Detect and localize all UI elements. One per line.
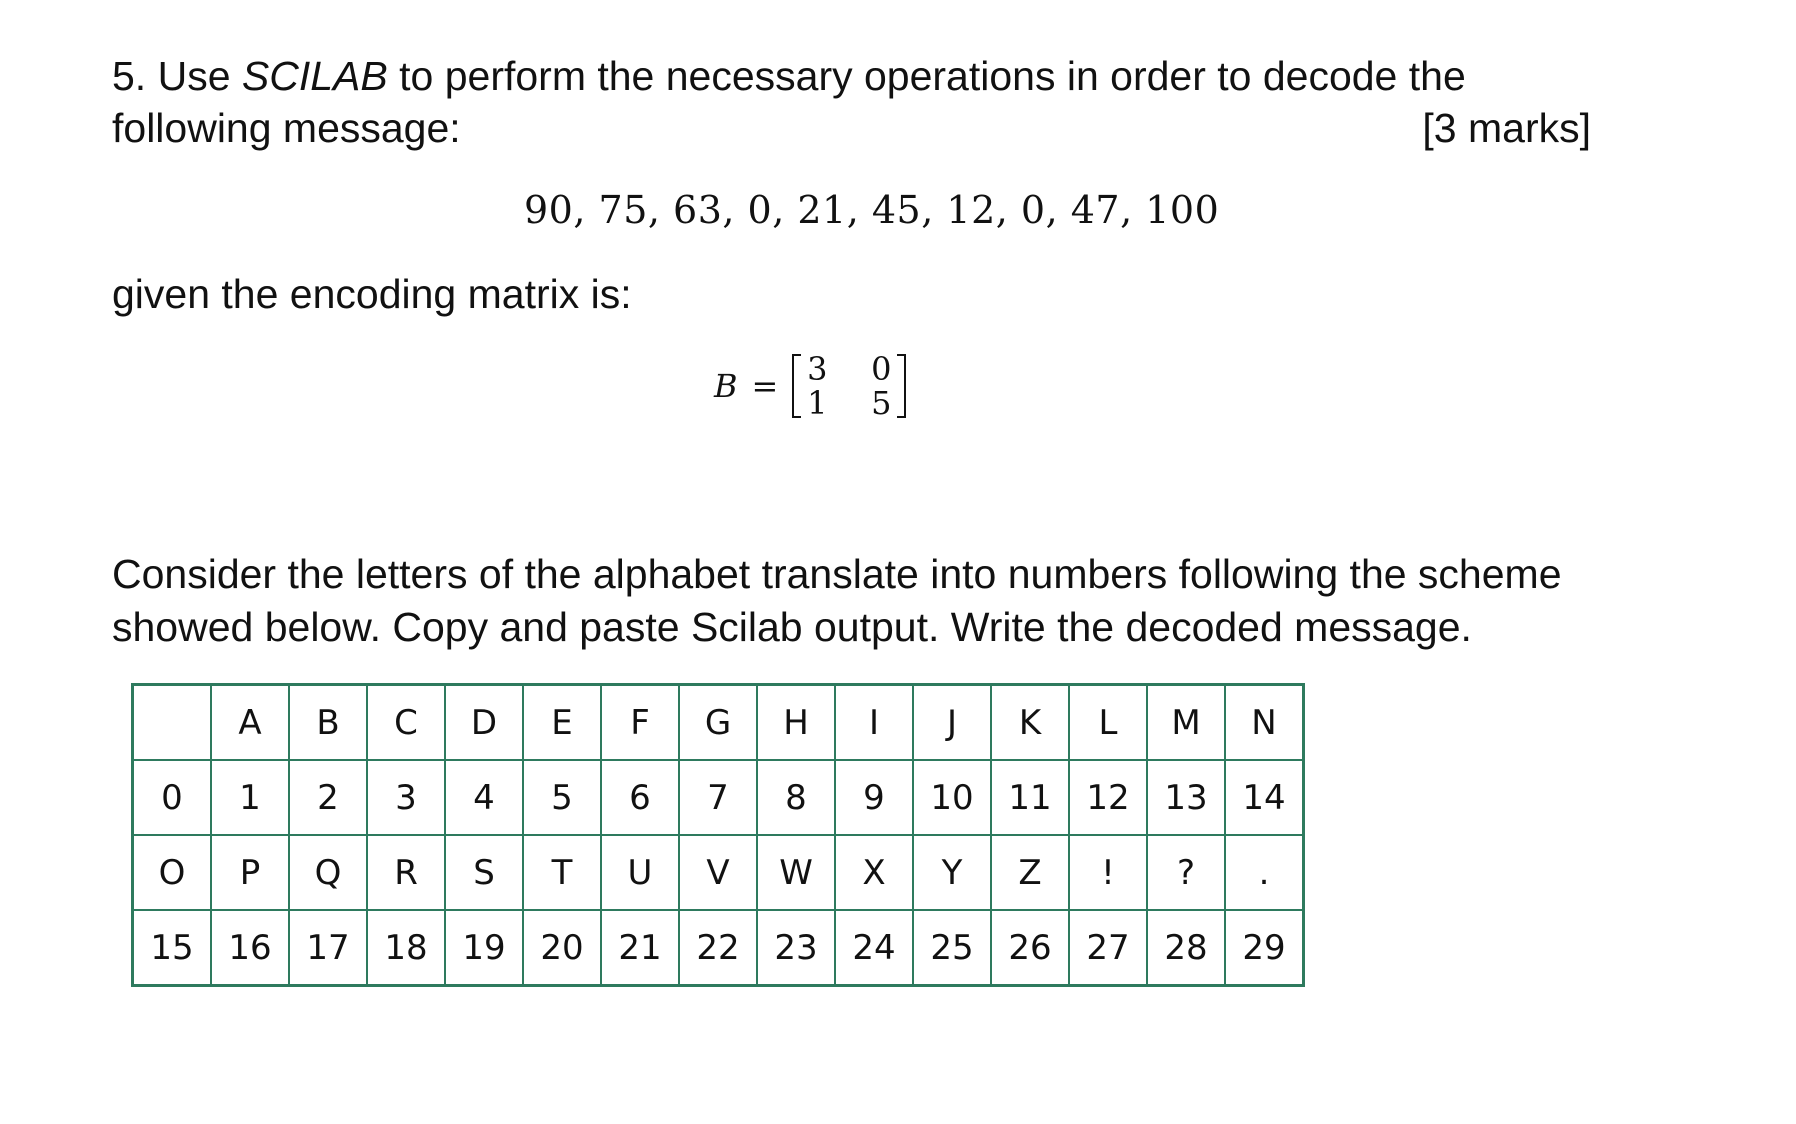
software-name: SCILAB (241, 53, 388, 99)
table-cell: W (757, 835, 835, 910)
table-cell: 25 (913, 910, 991, 986)
table-cell: P (211, 835, 289, 910)
table-cell: 7 (679, 760, 757, 835)
table-cell: 27 (1069, 910, 1147, 986)
table-cell: 17 (289, 910, 367, 986)
table-cell: Y (913, 835, 991, 910)
table-cell: J (913, 685, 991, 761)
table-row (133, 760, 1304, 835)
table-cell: 12 (1069, 760, 1147, 835)
table-cell: B (289, 685, 367, 761)
table-cell: 0 (133, 760, 212, 835)
question-prefix: 5. Use (112, 53, 242, 99)
matrix-variable: B (714, 367, 738, 405)
table-cell: C (367, 685, 445, 761)
table-cell: . (1225, 835, 1304, 910)
table-cell: 3 (367, 760, 445, 835)
table-cell: M (1147, 685, 1225, 761)
table-cell: O (133, 835, 212, 910)
table-cell: 14 (1225, 760, 1304, 835)
table-cell: E (523, 685, 601, 761)
table-cell: G (679, 685, 757, 761)
table-cell: 4 (445, 760, 523, 835)
matrix-cell: 1 (807, 384, 828, 422)
table-cell: 9 (835, 760, 913, 835)
table-cell: 10 (913, 760, 991, 835)
table-cell: U (601, 835, 679, 910)
table-cell: 28 (1147, 910, 1225, 986)
encoded-message: 90, 75, 63, 0, 21, 45, 12, 0, 47, 100 (524, 188, 1220, 232)
table-cell: 15 (133, 910, 212, 986)
table-cell: D (445, 685, 523, 761)
consider-line-2: showed below. Copy and paste Scilab output. Write the decoded message. (112, 604, 1472, 650)
table-cell: 5 (523, 760, 601, 835)
encoding-matrix (714, 350, 906, 422)
table-cell: 19 (445, 910, 523, 986)
table-cell: ? (1147, 835, 1225, 910)
table-cell: 16 (211, 910, 289, 986)
table-cell: 2 (289, 760, 367, 835)
table-cell: 11 (991, 760, 1069, 835)
alphabet-number-table (131, 683, 1305, 987)
table-cell: V (679, 835, 757, 910)
table-cell: 18 (367, 910, 445, 986)
matrix-cell: 0 (871, 350, 892, 388)
table-cell: F (601, 685, 679, 761)
table-cell: 1 (211, 760, 289, 835)
table-row (133, 910, 1304, 986)
table-cell: 8 (757, 760, 835, 835)
table-cell: K (991, 685, 1069, 761)
table-cell: Z (991, 835, 1069, 910)
table-cell: ! (1069, 835, 1147, 910)
matrix-brackets (792, 350, 906, 422)
matrix-cell: 3 (807, 350, 828, 388)
table-cell: 23 (757, 910, 835, 986)
table-cell: L (1069, 685, 1147, 761)
table-row (133, 685, 1304, 761)
table-cell: Q (289, 835, 367, 910)
table-cell: A (211, 685, 289, 761)
table-cell: 29 (1225, 910, 1304, 986)
table-cell: 24 (835, 910, 913, 986)
marks-label: [3 marks] (1422, 105, 1591, 151)
table-cell: 6 (601, 760, 679, 835)
given-matrix-text: given the encoding matrix is: (112, 271, 632, 317)
table-cell: R (367, 835, 445, 910)
table-cell: 13 (1147, 760, 1225, 835)
table-row (133, 835, 1304, 910)
question-line-1-rest: to perform the necessary operations in order to decode the (387, 53, 1466, 99)
question-line-2: following message: (112, 105, 461, 151)
table-cell (133, 685, 212, 761)
table-cell: 26 (991, 910, 1069, 986)
table-cell: S (445, 835, 523, 910)
table-cell: H (757, 685, 835, 761)
matrix-equals: = (751, 367, 779, 405)
question-line-1 (112, 52, 1466, 100)
table-cell: 21 (601, 910, 679, 986)
table-cell: N (1225, 685, 1304, 761)
matrix-grid (802, 352, 896, 420)
table-cell: X (835, 835, 913, 910)
table-cell: I (835, 685, 913, 761)
table-cell: 22 (679, 910, 757, 986)
table-cell: 20 (523, 910, 601, 986)
table-cell: T (523, 835, 601, 910)
matrix-cell: 5 (871, 384, 892, 422)
consider-line-1: Consider the letters of the alphabet translate into numbers following the scheme (112, 551, 1562, 597)
